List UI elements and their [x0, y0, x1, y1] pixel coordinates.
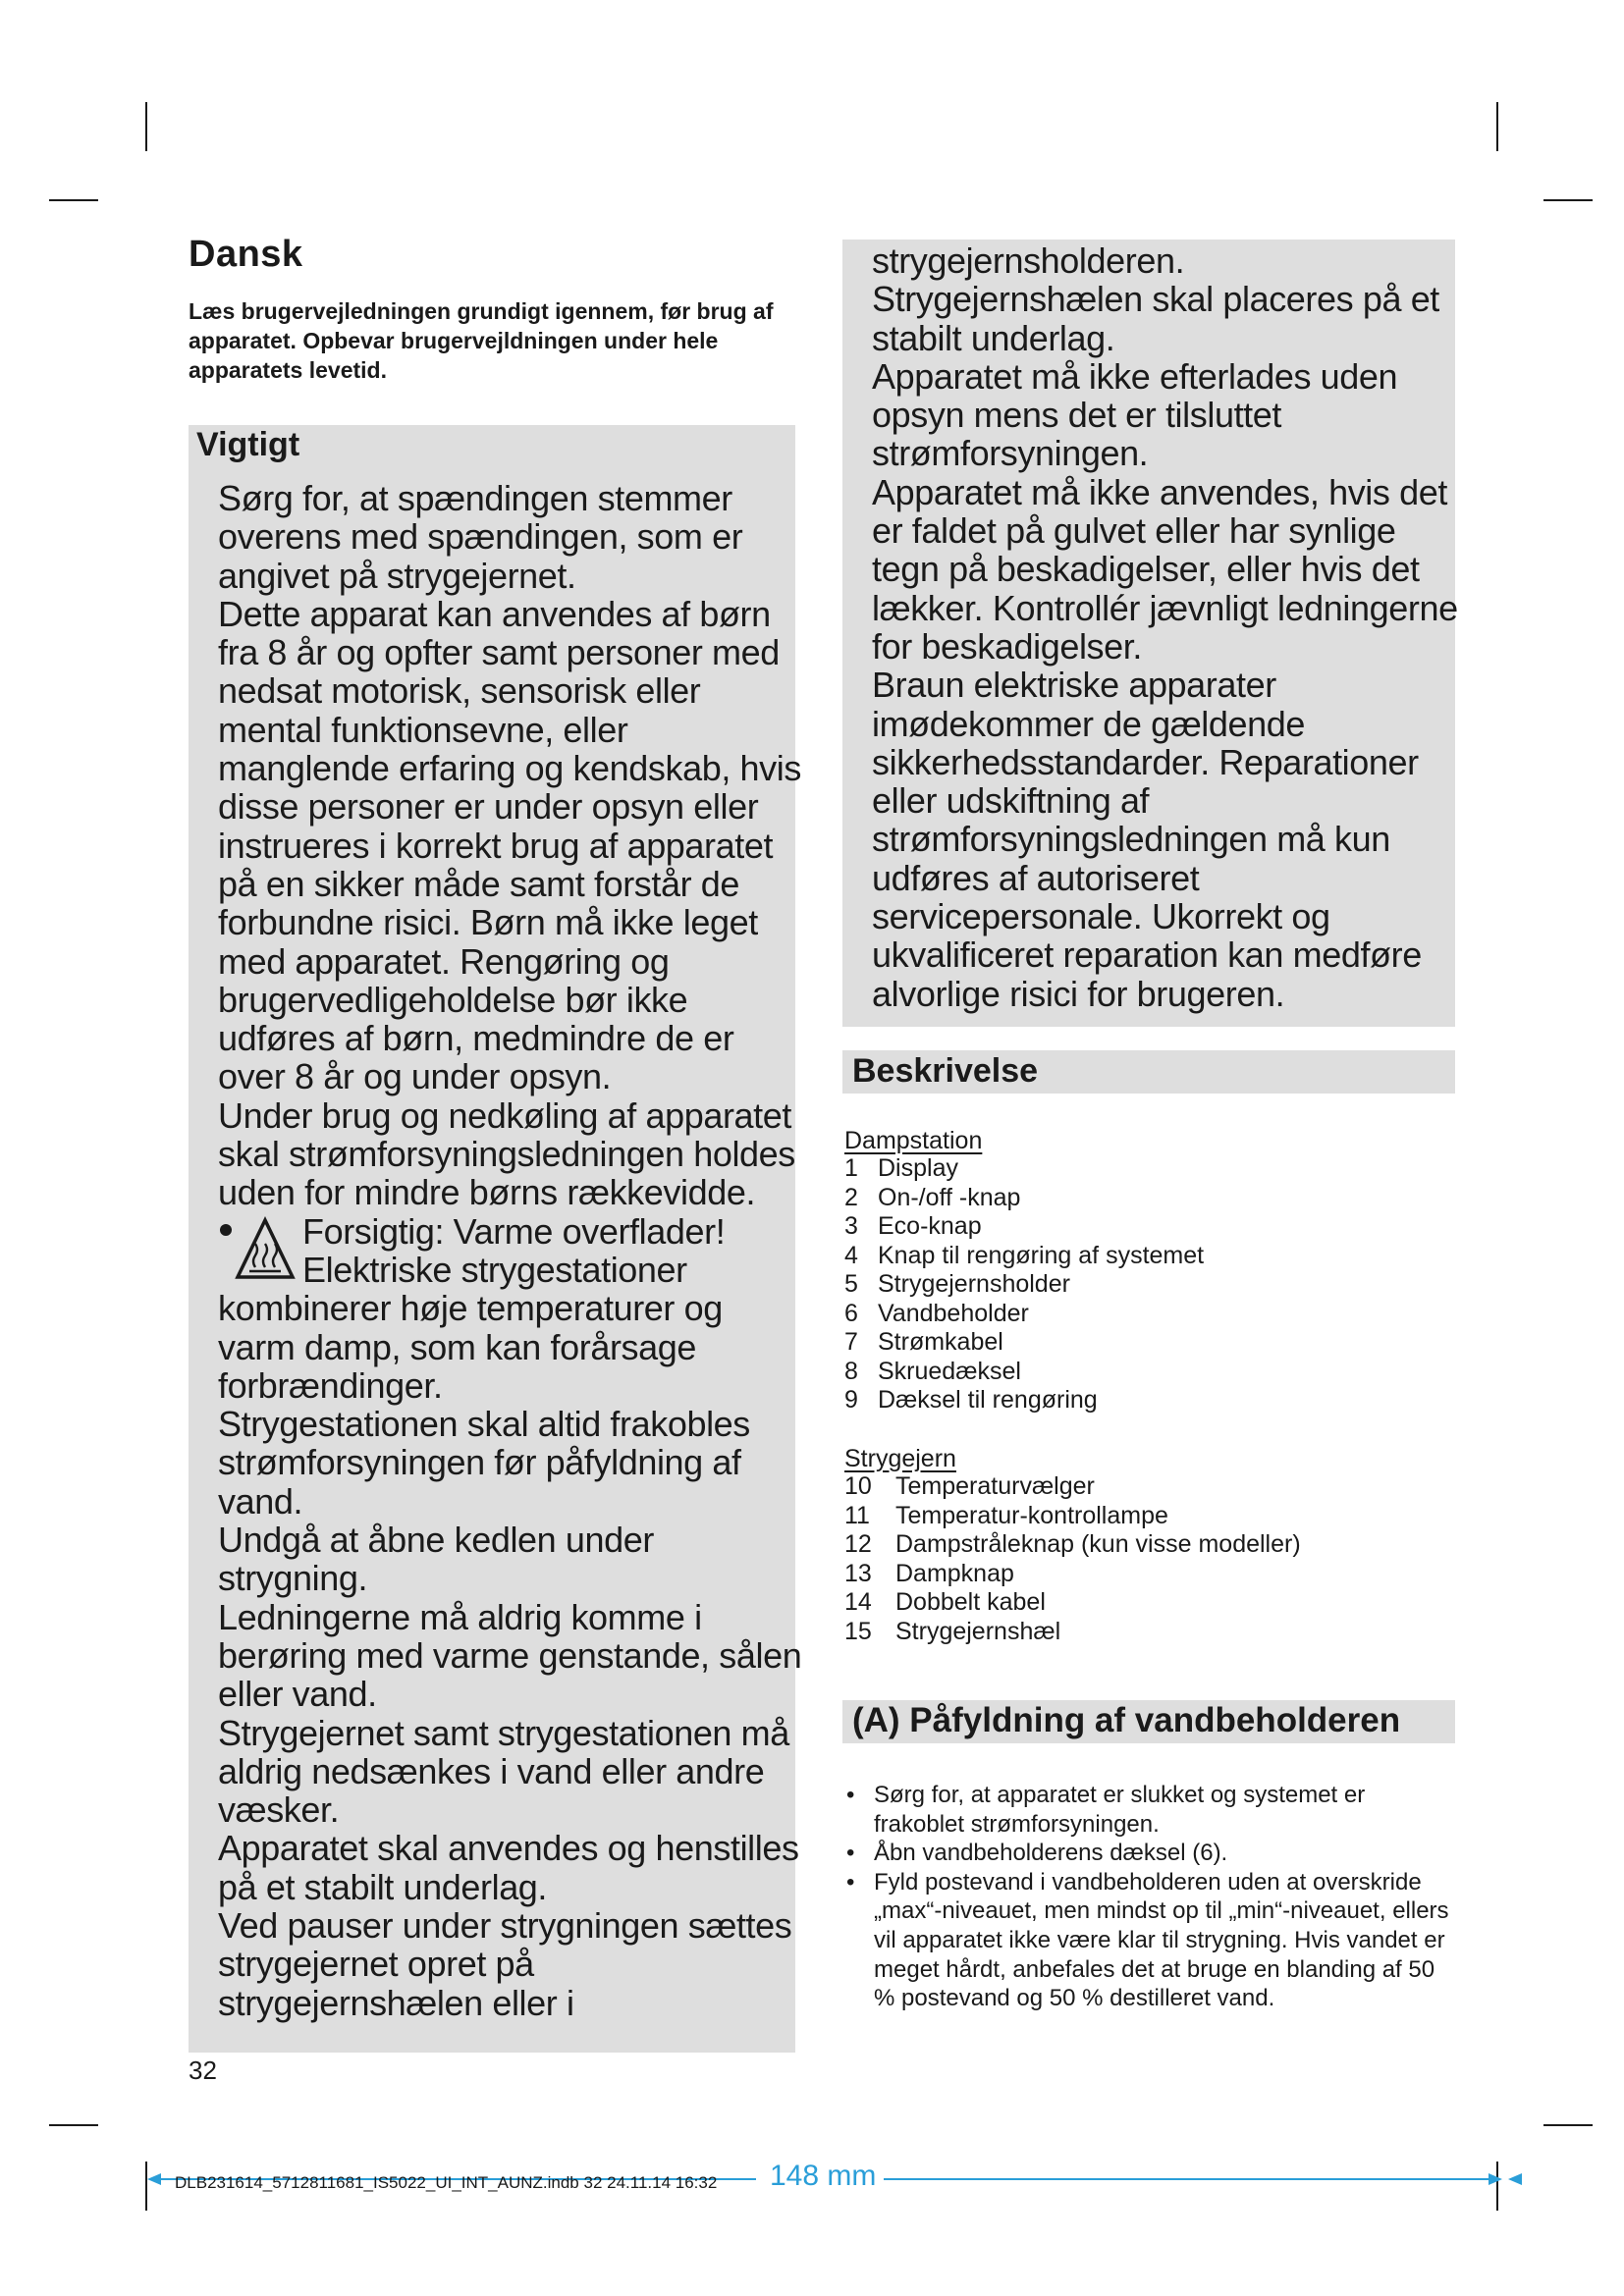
important-paragraph: Strygestationen skal altid frakobles strømforsyningen før påfyldning af vand.: [218, 1404, 750, 1522]
important-paragraph: Strygejernet samt strygestationen må aldrig nedsænkes i vand eller andre væsker.: [218, 1712, 789, 1831]
crop-mark: [145, 102, 147, 151]
list-item: • Sørg for, at apparatet er slukket og systemet er frakoblet strømforsyningen.: [846, 1782, 1366, 1838]
hot-surface-line2: Elektriske strygestationer: [302, 1249, 687, 1290]
hot-surface-rest: kombinerer høje temperaturer og varm damp, som kan forårsage forbrændinger.: [218, 1288, 723, 1406]
crop-mark: [1496, 102, 1498, 151]
list-item: 2 On-/off -knap: [844, 1183, 1021, 1211]
important-paragraph: Apparatet må ikke anvendes, hvis det er faldet på gulvet eller har synlige tegn på beskadigelser, eller hvis det lækker. Kontrollér jævnligt ledningerne for beskadigelser.: [872, 471, 1458, 667]
iron-parts-list: [844, 1472, 1301, 1646]
important-paragraph: strygejernsholderen.: [872, 240, 1185, 281]
printer-slug: DLB231614_5712811681_IS5022_UI_INT_AUNZ.indb 32 24.11.14 16:32: [175, 2173, 718, 2192]
crop-mark: [1543, 2124, 1593, 2126]
list-item: 3 Eco-knap: [844, 1212, 982, 1240]
ruler-label: 148 mm: [770, 2160, 877, 2192]
list-item: 8 Skruedæksel: [844, 1357, 1021, 1385]
important-paragraph: Apparatet må ikke efterlades uden opsyn mens det er tilsluttet strømforsyningen.: [872, 355, 1398, 474]
filling-title: (A) Påfyldning af vandbeholderen: [852, 1701, 1401, 1739]
important-paragraph: Strygejernshælen skal placeres på et stabilt underlag.: [872, 279, 1439, 358]
list-item: 11 Temperatur-kontrollampe: [844, 1501, 1168, 1529]
hot-surface-line1: Forsigtig: Varme overflader!: [302, 1210, 726, 1252]
intro-text: Læs brugervejledningen grundigt igennem, før brug af apparatet. Opbevar brugervejldningen under hele apparatets levetid.: [189, 298, 774, 383]
important-paragraph: Ledningerne må aldrig komme i berøring med varme genstande, sålen eller vand.: [218, 1596, 802, 1715]
list-item: 7 Strømkabel: [844, 1328, 1003, 1356]
important-paragraph: Under brug og nedkøling af apparatet skal strømforsyningsledningen holdes uden for mindre børns rækkevidde.: [218, 1095, 795, 1213]
list-item: 14 Dobbelt kabel: [844, 1588, 1046, 1616]
important-text-right: [872, 241, 1461, 1013]
list-item: 5 Strygejernsholder: [844, 1270, 1070, 1298]
list-item: 4 Knap til rengøring af systemet: [844, 1241, 1205, 1269]
iron-heading: Strygejern: [844, 1445, 956, 1472]
page-number: 32: [189, 2056, 217, 2085]
list-item: 9 Dæksel til rengøring: [844, 1386, 1098, 1414]
important-paragraph: Braun elektriske apparater imødekommer de gældende sikkerhedsstandarder. Reparationer eller udskiftning af strømforsyningsledningen må kun udføres af autoriseret servicepersonale. Ukorrekt og ukvalificeret reparation kan medføre alvorlige risici for brugeren.: [872, 665, 1422, 1014]
important-paragraph: Ved pauser under strygningen sættes strygejernet opret på strygejernshælen eller i: [218, 1904, 792, 2023]
important-paragraph: Sørg for, at spændingen stemmer overens med spændingen, som er angivet på strygejernet.: [218, 478, 743, 596]
crop-mark: [49, 2124, 98, 2126]
list-item: 13 Dampknap: [844, 1559, 1014, 1587]
list-item: 1 Display: [844, 1154, 958, 1182]
crop-mark: [1543, 199, 1593, 201]
important-title: Vigtigt: [196, 426, 300, 463]
list-item: 15 Strygejernshæl: [844, 1617, 1061, 1645]
list-item: 12 Dampstråleknap (kun visse modeller): [844, 1530, 1301, 1558]
list-item: • Fyld postevand i vandbeholderen uden at overskride „max“-niveauet, men mindst op til „min“-niveauet, ellers vil apparatet ikke være klar til strygning. Hvis vandet er meget hårdt, anbefales det at bruge en blanding af 50 % postevand og 50 % destilleret vand.: [846, 1868, 1449, 2012]
list-item: 6 Vandbeholder: [844, 1299, 1029, 1327]
crop-mark: [49, 199, 98, 201]
description-title: Beskrivelse: [852, 1052, 1039, 1090]
list-item: • Åbn vandbeholderens dæksel (6).: [846, 1840, 1228, 1867]
station-parts-list: [844, 1154, 1204, 1415]
station-heading: Dampstation: [844, 1127, 983, 1154]
list-item: 10 Temperaturvælger: [844, 1472, 1095, 1500]
hot-surface-warning: [218, 1212, 807, 1405]
page-heading: Dansk: [189, 234, 303, 275]
filling-steps: [844, 1781, 1453, 2013]
important-paragraph: Apparatet skal anvendes og henstilles på et stabilt underlag.: [218, 1828, 799, 1907]
important-paragraph: Dette apparat kan anvendes af børn fra 8 år og opfter samt personer med nedsat motorisk, sensorisk eller mental funktionsevne, eller manglende erfaring og kendskab, hvis disse personer er under opsyn eller instrueres i korrekt brug af apparatet på en sikker måde samt forstår de forbundne risici. Børn må ikke leget med apparatet. Rengøring og brugervedligeholdelse bør ikke udføres af børn, medmindre de er over 8 år og under opsyn.: [218, 593, 801, 1097]
important-paragraph: Undgå at åbne kedlen under strygning.: [218, 1520, 654, 1599]
important-text-left: [218, 479, 807, 2022]
hot-surface-icon: [218, 1212, 297, 1283]
